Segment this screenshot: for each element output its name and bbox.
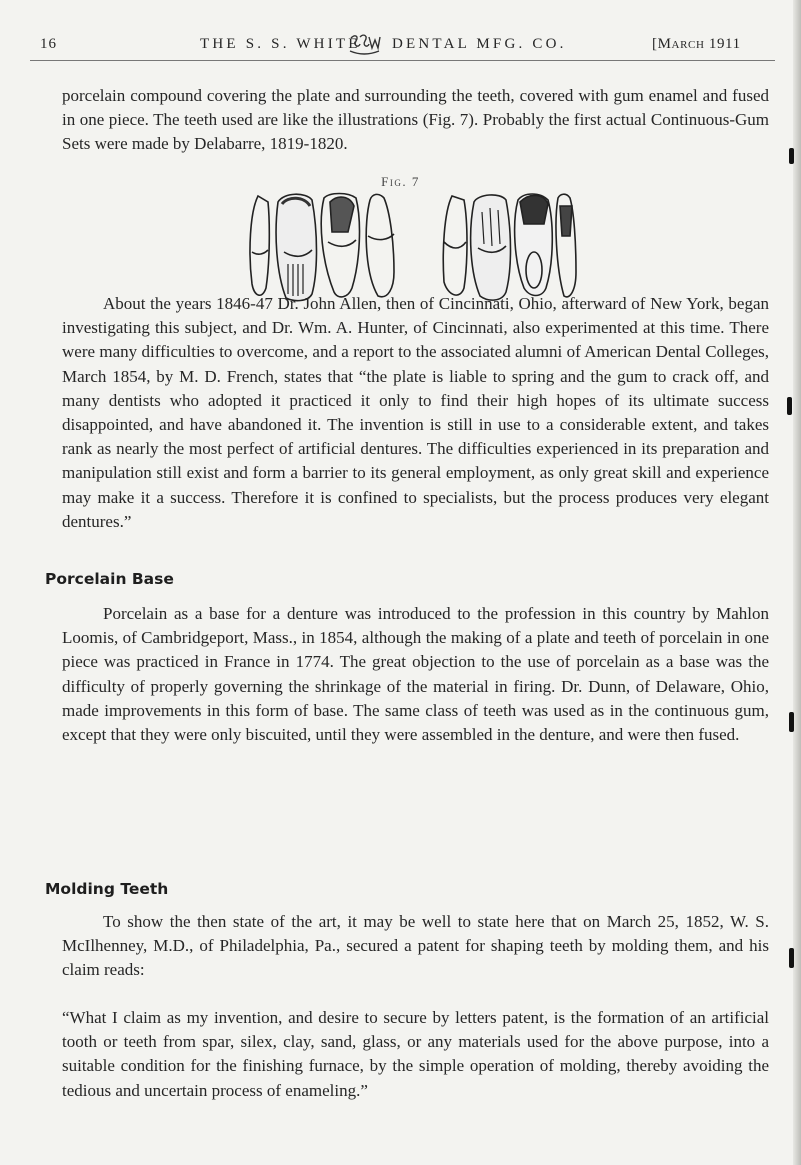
scan-edge bbox=[787, 0, 801, 1165]
paragraph-porcelain-base: Porcelain as a base for a denture was introduced to the profession in this country by Mahlon Loomis, of Cambridgeport, Mass., in 1854, although the making of a plate and teeth of porcelain in one piece was practiced in France in 1774. The great objection to the use of porcelain as a base was the difficulty of properly governing the shrinkage of the material in firing. Dr. Dunn, of Delaware, Ohio, made improvements in this form of base. The same class of teeth was used as in the continuous gum, except that they were only biscuited, until they were assembled in the denture, and were then fused. bbox=[62, 604, 769, 745]
page-number: 16 bbox=[40, 36, 57, 52]
running-header bbox=[40, 36, 770, 58]
heading-porcelain-base: Porcelain Base bbox=[45, 570, 174, 588]
header-rule bbox=[30, 60, 775, 61]
paragraph-allen: About the years 1846-47 Dr. John Allen, then of Cincinnati, Ohio, afterward of New York, began investigating this subject, and Dr. Wm. A. Hunter, of Cincinnati, also experimented at this time. There were many difficulties to overcome, and a report to the associated alumni of American Dental Colleges, March 1854, by M. D. French, states that “the plate is liable to spring and the gum to crack off, and many dentists who adopted it practiced it only to find their high hopes of its ultimate success disappointed, and have abandoned it. The invention is still in use to a considerable extent, and takes rank as nearly the most perfect of artificial dentures. The difficulties experienced in its preparation and manipulation still exist and form a barrier to its general employment, as only great skill and experience may make it a success. Therefore it is confined to specialists, but the process produces very elegant dentures.” bbox=[62, 294, 769, 531]
scan-edge-mark bbox=[789, 712, 794, 732]
continuous-gum-teeth-illustration-icon bbox=[238, 192, 578, 304]
publisher-name-part2: DENTAL MFG. CO. bbox=[392, 36, 567, 52]
publisher-name-part1: THE S. S. WHITE bbox=[200, 36, 361, 52]
paragraph-intro: porcelain compound covering the plate and surrounding the teeth, covered with gum enamel and fused in one piece. The teeth used are like the illustrations (Fig. 7). Probably the first actual Continuous-Gum Sets were made by Delabarre, 1819-1820. bbox=[62, 86, 769, 154]
scan-edge-band bbox=[793, 0, 801, 1165]
issue-date: [March 1911 bbox=[652, 36, 741, 52]
figure-caption: Fig. 7 bbox=[381, 174, 420, 189]
scan-edge-mark bbox=[787, 397, 792, 415]
scan-edge-mark bbox=[789, 948, 794, 968]
paragraph-patent-quote: “What I claim as my invention, and desire to secure by letters patent, is the formation of an artificial tooth or teeth from spar, silex, clay, sand, glass, or any materials used for the above purpose, into a suitable condition for the finishing furnace, by the simple operation of molding, thereby avoiding the tedious and uncertain process of enameling.” bbox=[62, 1008, 769, 1100]
heading-molding-teeth: Molding Teeth bbox=[45, 880, 169, 898]
scan-edge-mark bbox=[789, 148, 794, 164]
paragraph-molding: To show the then state of the art, it may be well to state here that on March 25, 1852, W. S. McIlhenney, M.D., of Philadelphia, Pa., secured a patent for shaping teeth by molding them, and his claim reads: bbox=[62, 912, 769, 980]
ssw-monogram-logo-icon bbox=[347, 32, 381, 58]
